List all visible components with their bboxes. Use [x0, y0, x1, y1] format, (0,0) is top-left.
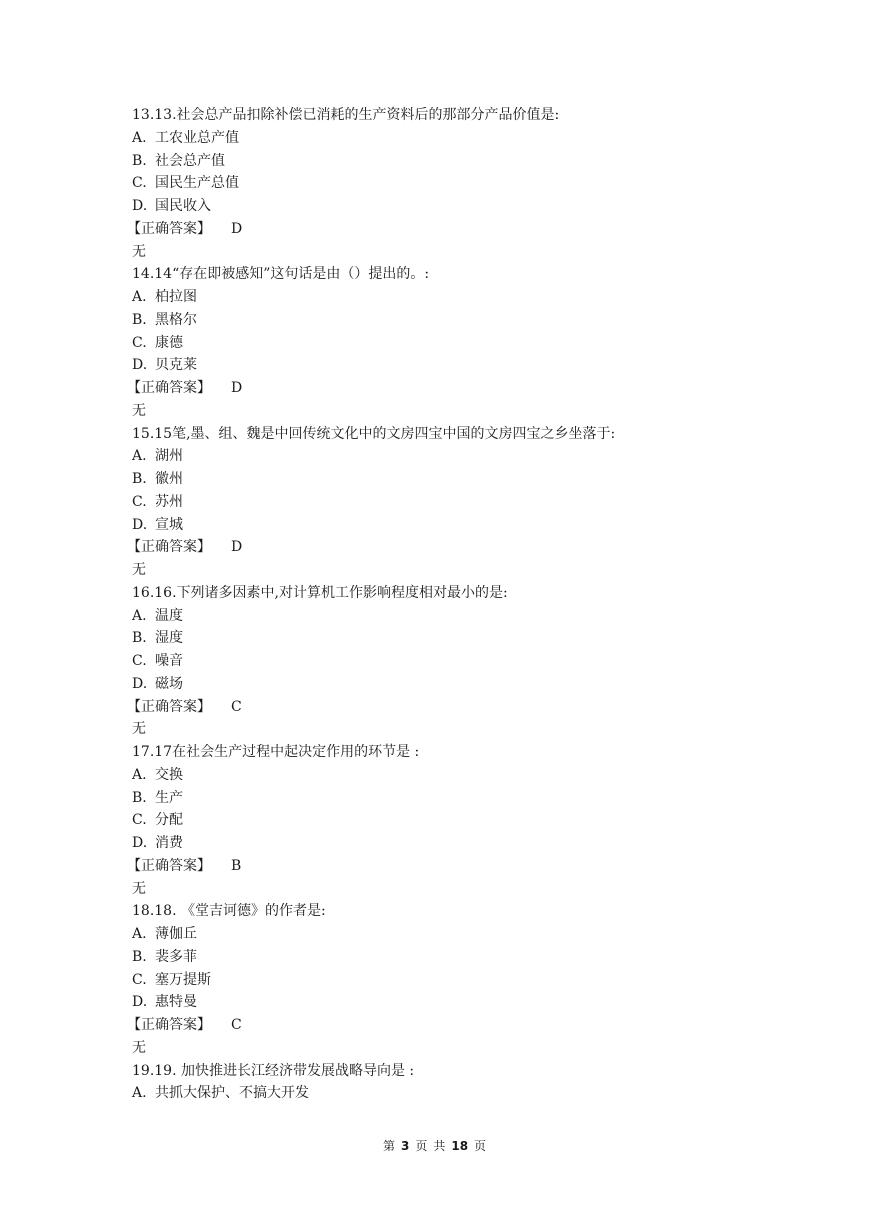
option-text: 黑格尔 [155, 311, 197, 328]
option-text: 交换 [155, 766, 183, 783]
answer-row [127, 536, 812, 559]
answer-row [127, 377, 812, 400]
answer-label: 【正确答案】 [127, 220, 211, 237]
option-text: 温度 [155, 607, 183, 624]
option-letter: D. [132, 516, 148, 533]
option-letter: C. [132, 334, 147, 351]
option-letter: B. [132, 948, 147, 965]
option-letter: C. [132, 653, 147, 669]
question-stem: 15.15笔,墨、组、魏是中回传统文化中的文房四宝中国的文房四宝之乡坐落于: [132, 425, 616, 442]
answer-note: 无 [132, 880, 146, 897]
question-list [127, 104, 812, 1105]
option-text: 噪音 [155, 653, 183, 669]
option-row [132, 969, 812, 992]
option-text: 裴多菲 [155, 948, 197, 965]
option-row [132, 445, 812, 468]
question-stem: 17.17在社会生产过程中起决定作用的环节是 : [132, 744, 420, 760]
option-text: 贝克莱 [155, 357, 197, 374]
answer-label: 【正确答案】 [127, 1017, 211, 1033]
option-letter: A. [132, 129, 147, 146]
option-row [132, 832, 812, 855]
option-text: 消费 [155, 835, 183, 851]
option-row [132, 946, 812, 969]
footer-total-word: 共 [433, 1139, 446, 1153]
option-row [132, 491, 812, 514]
answer-value: D [231, 380, 243, 396]
option-letter: B. [132, 471, 147, 487]
option-row [132, 150, 812, 173]
total-pages-number: 18 [451, 1139, 469, 1153]
option-letter: D. [132, 835, 148, 851]
option-row [132, 673, 812, 696]
current-page-number: 3 [400, 1139, 410, 1153]
footer-prefix: 第 [382, 1139, 395, 1153]
answer-value: C [231, 1017, 242, 1033]
option-row [132, 468, 812, 491]
footer-suffix: 页 [474, 1139, 487, 1153]
answer-note: 无 [132, 1039, 146, 1056]
question-block [127, 741, 812, 900]
option-row [132, 354, 812, 377]
option-letter: D. [132, 198, 148, 214]
option-text: 国民收入 [155, 198, 211, 214]
option-row [132, 514, 812, 537]
answer-value: D [231, 220, 243, 237]
option-text: 宣城 [155, 516, 183, 533]
option-text: 湖州 [155, 448, 183, 465]
answer-label: 【正确答案】 [127, 380, 211, 396]
option-row [132, 1082, 812, 1105]
option-text: 磁场 [155, 675, 183, 692]
option-row [132, 627, 812, 650]
option-row [132, 172, 812, 195]
option-text: 塞万提斯 [155, 971, 211, 988]
answer-label: 【正确答案】 [127, 857, 211, 874]
option-row [132, 332, 812, 355]
option-text: 康德 [155, 334, 183, 351]
option-letter: B. [132, 789, 147, 806]
question-block [127, 263, 812, 422]
option-text: 薄伽丘 [155, 926, 197, 942]
answer-label: 【正确答案】 [127, 539, 211, 556]
answer-row [127, 1014, 812, 1037]
option-row [132, 309, 812, 332]
answer-value: B [231, 857, 242, 874]
option-letter: A. [132, 1085, 147, 1102]
option-letter: B. [132, 152, 147, 169]
question-stem: 19.19. 加快推进长江经济带发展战略导向是 : [132, 1062, 415, 1079]
answer-row [127, 696, 812, 719]
page-footer [0, 1138, 869, 1154]
option-letter: A. [132, 448, 147, 465]
answer-label: 【正确答案】 [127, 698, 211, 715]
question-stem: 14.14“存在即被感知”这句话是由（）提出的。: [132, 266, 430, 283]
option-letter: C. [132, 175, 147, 192]
option-letter: A. [132, 289, 147, 305]
option-letter: C. [132, 493, 147, 510]
question-stem: 18.18. 《堂吉诃德》的作者是: [132, 903, 326, 920]
option-text: 工农业总产值 [155, 129, 239, 146]
option-row [132, 195, 812, 218]
option-letter: D. [132, 357, 148, 374]
option-row [132, 809, 812, 832]
option-text: 柏拉图 [155, 289, 197, 305]
question-block [127, 104, 812, 263]
option-letter: B. [132, 630, 147, 647]
option-text: 社会总产值 [155, 152, 225, 169]
option-letter: D. [132, 675, 148, 692]
option-row [132, 991, 812, 1014]
option-letter: C. [132, 812, 147, 829]
option-row [132, 127, 812, 150]
option-text: 分配 [155, 812, 183, 829]
option-row [132, 923, 812, 946]
option-text: 惠特曼 [155, 994, 197, 1011]
option-row [132, 286, 812, 309]
option-text: 湿度 [155, 630, 183, 647]
question-block [127, 582, 812, 741]
option-text: 生产 [155, 789, 183, 806]
option-letter: D. [132, 994, 148, 1011]
option-letter: B. [132, 311, 147, 328]
option-text: 徽州 [155, 471, 183, 487]
option-text: 苏州 [155, 493, 183, 510]
option-letter: A. [132, 926, 147, 942]
answer-note: 无 [132, 562, 146, 578]
question-block [127, 423, 812, 582]
answer-row [127, 855, 812, 878]
question-stem: 16.16.下列诸多因素中,对计算机工作影响程度相对最小的是: [132, 584, 508, 601]
footer-page-word: 页 [415, 1139, 428, 1153]
question-stem: 13.13.社会总产品扣除补偿已消耗的生产资料后的那部分产品价值是: [132, 107, 560, 123]
option-row [132, 605, 812, 628]
answer-note: 无 [132, 402, 146, 419]
option-letter: A. [132, 607, 147, 624]
option-row [132, 787, 812, 810]
option-row [132, 650, 812, 673]
option-text: 国民生产总值 [155, 175, 239, 192]
question-block [132, 1060, 812, 1106]
option-row [132, 764, 812, 787]
answer-note: 无 [132, 721, 146, 738]
option-letter: C. [132, 971, 147, 988]
option-text: 共抓大保护、不搞大开发 [155, 1085, 309, 1102]
answer-value: D [231, 539, 243, 556]
option-letter: A. [132, 766, 147, 783]
answer-row [127, 218, 812, 241]
question-block [127, 900, 812, 1059]
answer-value: C [231, 698, 242, 715]
answer-note: 无 [132, 243, 146, 260]
